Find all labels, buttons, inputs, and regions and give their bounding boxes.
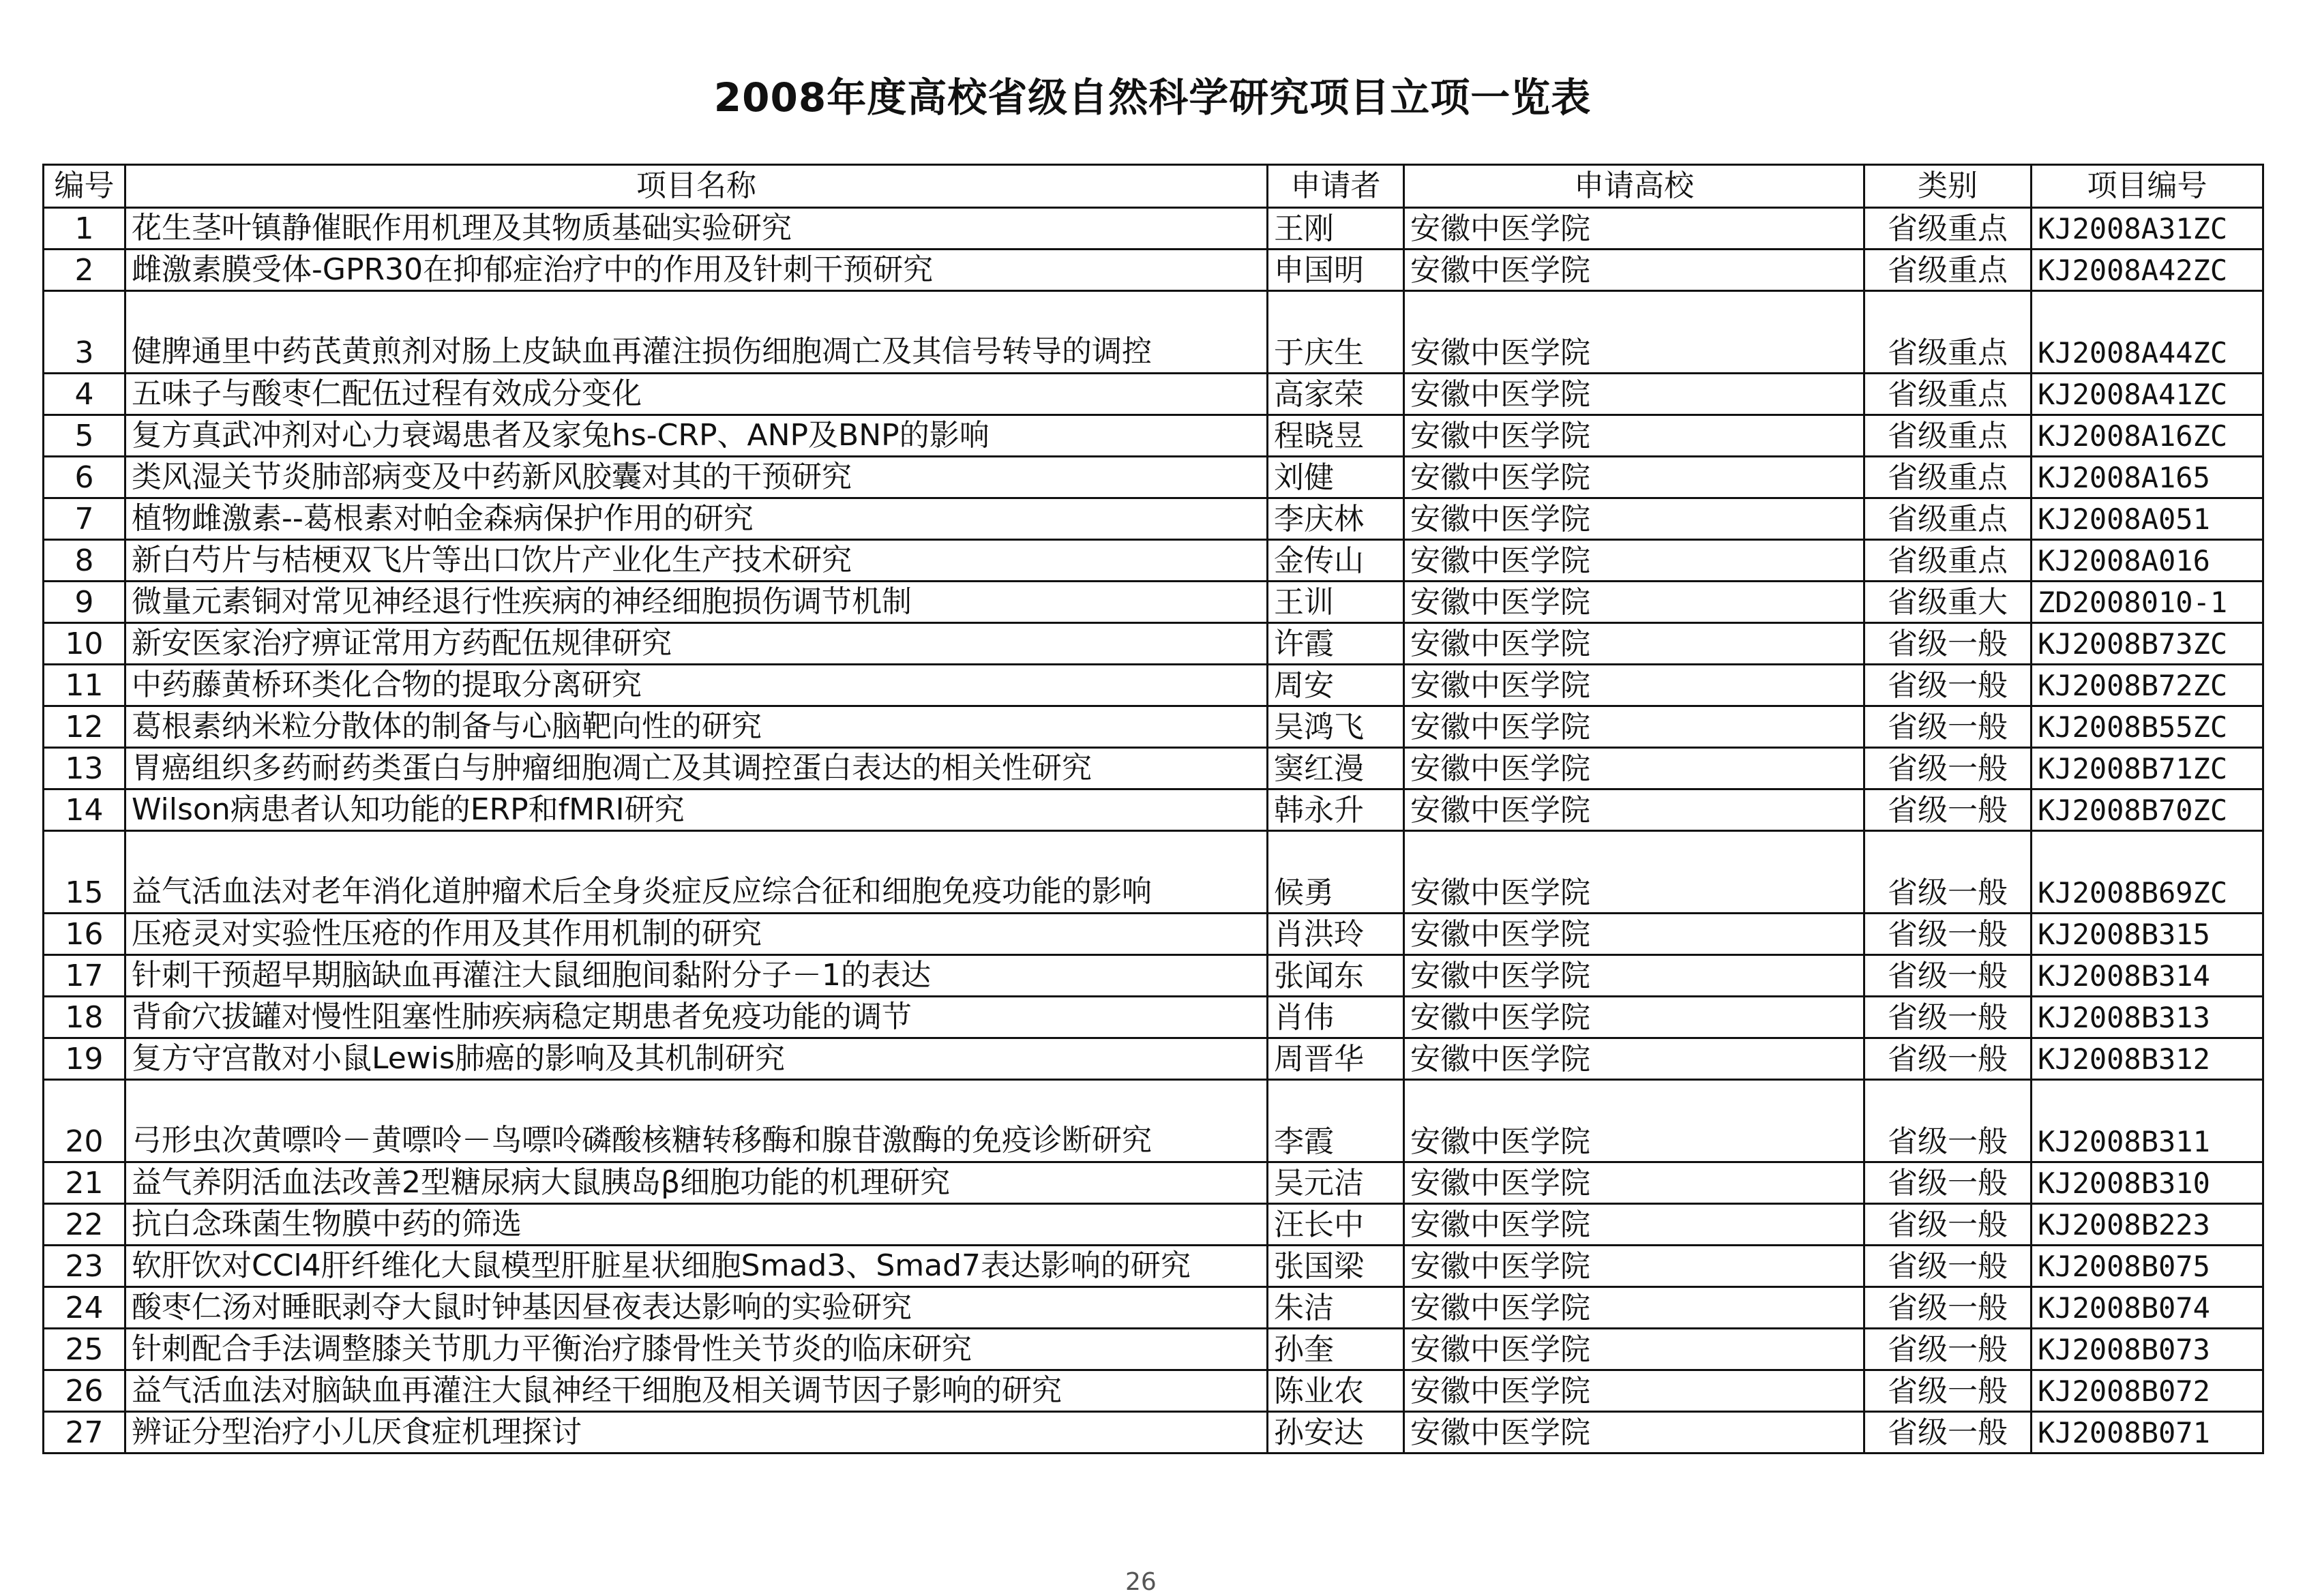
cell-applicant: 吴鸿飞 <box>1268 706 1404 748</box>
cell-category: 省级重点 <box>1864 208 2032 250</box>
cell-no: 6 <box>44 457 125 498</box>
cell-university: 安徽中医学院 <box>1404 623 1864 665</box>
cell-name: 复方守宫散对小鼠Lewis肺癌的影响及其机制研究 <box>125 1038 1268 1080</box>
table-header-row <box>44 165 2263 208</box>
cell-code: KJ2008A42ZC <box>2032 250 2263 291</box>
table-row <box>44 208 2263 250</box>
table-row <box>44 955 2263 997</box>
cell-code: KJ2008B074 <box>2032 1287 2263 1329</box>
cell-applicant: 孙奎 <box>1268 1329 1404 1370</box>
table-row <box>44 457 2263 498</box>
cell-applicant: 肖伟 <box>1268 997 1404 1038</box>
cell-no: 11 <box>44 665 125 706</box>
cell-no: 2 <box>44 250 125 291</box>
table-row <box>44 250 2263 291</box>
cell-code: KJ2008B073 <box>2032 1329 2263 1370</box>
cell-university: 安徽中医学院 <box>1404 1246 1864 1287</box>
cell-applicant: 张国梁 <box>1268 1246 1404 1287</box>
cell-no: 13 <box>44 748 125 789</box>
cell-code: KJ2008A31ZC <box>2032 208 2263 250</box>
cell-category: 省级重点 <box>1864 374 2032 415</box>
cell-no: 18 <box>44 997 125 1038</box>
cell-code: KJ2008B313 <box>2032 997 2263 1038</box>
project-table <box>42 164 2264 1454</box>
cell-university: 安徽中医学院 <box>1404 1080 1864 1162</box>
cell-university: 安徽中医学院 <box>1404 457 1864 498</box>
cell-university: 安徽中医学院 <box>1404 250 1864 291</box>
cell-university: 安徽中医学院 <box>1404 291 1864 374</box>
cell-university: 安徽中医学院 <box>1404 914 1864 955</box>
cell-name: 酸枣仁汤对睡眠剥夺大鼠时钟基因昼夜表达影响的实验研究 <box>125 1287 1268 1329</box>
cell-applicant: 高家荣 <box>1268 374 1404 415</box>
cell-name: 软肝饮对CCl4肝纤维化大鼠模型肝脏星状细胞Smad3、Smad7表达影响的研究 <box>125 1246 1268 1287</box>
table-row <box>44 582 2263 623</box>
cell-name: 复方真武冲剂对心力衰竭患者及家兔hs-CRP、ANP及BNP的影响 <box>125 415 1268 457</box>
table-row <box>44 374 2263 415</box>
cell-name: 健脾通里中药芪黄煎剂对肠上皮缺血再灌注损伤细胞凋亡及其信号转导的调控 <box>125 291 1268 374</box>
cell-code: KJ2008B70ZC <box>2032 789 2263 831</box>
cell-applicant: 王训 <box>1268 582 1404 623</box>
cell-no: 22 <box>44 1204 125 1246</box>
cell-university: 安徽中医学院 <box>1404 831 1864 914</box>
cell-applicant: 肖洪玲 <box>1268 914 1404 955</box>
cell-university: 安徽中医学院 <box>1404 665 1864 706</box>
cell-no: 9 <box>44 582 125 623</box>
cell-category: 省级重点 <box>1864 415 2032 457</box>
cell-category: 省级一般 <box>1864 1038 2032 1080</box>
cell-name: 益气活血法对老年消化道肿瘤术后全身炎症反应综合征和细胞免疫功能的影响 <box>125 831 1268 914</box>
cell-name: 花生茎叶镇静催眠作用机理及其物质基础实验研究 <box>125 208 1268 250</box>
cell-name: Wilson病患者认知功能的ERP和fMRI研究 <box>125 789 1268 831</box>
cell-no: 8 <box>44 540 125 582</box>
cell-code: KJ2008B71ZC <box>2032 748 2263 789</box>
cell-category: 省级一般 <box>1864 1162 2032 1204</box>
cell-applicant: 于庆生 <box>1268 291 1404 374</box>
cell-no: 14 <box>44 789 125 831</box>
cell-code: KJ2008B310 <box>2032 1162 2263 1204</box>
table-row <box>44 1204 2263 1246</box>
cell-university: 安徽中医学院 <box>1404 955 1864 997</box>
cell-name: 胃癌组织多药耐药类蛋白与肿瘤细胞凋亡及其调控蛋白表达的相关性研究 <box>125 748 1268 789</box>
cell-applicant: 金传山 <box>1268 540 1404 582</box>
cell-name: 弓形虫次黄嘌呤－黄嘌呤－鸟嘌呤磷酸核糖转移酶和腺苷激酶的免疫诊断研究 <box>125 1080 1268 1162</box>
page-title: 2008年度高校省级自然科学研究项目立项一览表 <box>713 74 1592 121</box>
cell-category: 省级一般 <box>1864 997 2032 1038</box>
cell-category: 省级一般 <box>1864 748 2032 789</box>
page-number: 26 <box>1125 1568 1157 1596</box>
cell-no: 21 <box>44 1162 125 1204</box>
cell-category: 省级重点 <box>1864 291 2032 374</box>
cell-name: 益气活血法对脑缺血再灌注大鼠神经干细胞及相关调节因子影响的研究 <box>125 1370 1268 1412</box>
cell-applicant: 刘健 <box>1268 457 1404 498</box>
cell-no: 7 <box>44 498 125 540</box>
cell-code: KJ2008B071 <box>2032 1412 2263 1454</box>
cell-applicant: 孙安达 <box>1268 1412 1404 1454</box>
cell-no: 3 <box>44 291 125 374</box>
cell-applicant: 韩永升 <box>1268 789 1404 831</box>
table-row <box>44 623 2263 665</box>
cell-name: 新安医家治疗痹证常用方药配伍规律研究 <box>125 623 1268 665</box>
cell-university: 安徽中医学院 <box>1404 208 1864 250</box>
cell-applicant: 李庆林 <box>1268 498 1404 540</box>
table-row <box>44 997 2263 1038</box>
cell-name: 五味子与酸枣仁配伍过程有效成分变化 <box>125 374 1268 415</box>
cell-applicant: 周安 <box>1268 665 1404 706</box>
table-row <box>44 291 2263 374</box>
cell-no: 25 <box>44 1329 125 1370</box>
cell-no: 12 <box>44 706 125 748</box>
cell-applicant: 朱洁 <box>1268 1287 1404 1329</box>
table-row <box>44 1370 2263 1412</box>
table-row <box>44 1246 2263 1287</box>
table-row <box>44 415 2263 457</box>
cell-no: 4 <box>44 374 125 415</box>
cell-code: KJ2008B314 <box>2032 955 2263 997</box>
cell-code: KJ2008A44ZC <box>2032 291 2263 374</box>
cell-code: KJ2008B072 <box>2032 1370 2263 1412</box>
cell-no: 16 <box>44 914 125 955</box>
cell-university: 安徽中医学院 <box>1404 748 1864 789</box>
table-row <box>44 1162 2263 1204</box>
cell-applicant: 张闻东 <box>1268 955 1404 997</box>
cell-name: 辨证分型治疗小儿厌食症机理探讨 <box>125 1412 1268 1454</box>
cell-university: 安徽中医学院 <box>1404 1162 1864 1204</box>
table-row <box>44 665 2263 706</box>
cell-code: KJ2008B312 <box>2032 1038 2263 1080</box>
cell-university: 安徽中医学院 <box>1404 789 1864 831</box>
cell-name: 背俞穴拔罐对慢性阻塞性肺疾病稳定期患者免疫功能的调节 <box>125 997 1268 1038</box>
cell-category: 省级一般 <box>1864 1412 2032 1454</box>
cell-applicant: 候勇 <box>1268 831 1404 914</box>
cell-name: 中药藤黄桥环类化合物的提取分离研究 <box>125 665 1268 706</box>
cell-category: 省级一般 <box>1864 1204 2032 1246</box>
table-row <box>44 1287 2263 1329</box>
cell-name: 雌激素膜受体-GPR30在抑郁症治疗中的作用及针刺干预研究 <box>125 250 1268 291</box>
cell-code: KJ2008A41ZC <box>2032 374 2263 415</box>
cell-name: 针刺干预超早期脑缺血再灌注大鼠细胞间黏附分子－1的表达 <box>125 955 1268 997</box>
cell-category: 省级一般 <box>1864 665 2032 706</box>
cell-no: 17 <box>44 955 125 997</box>
cell-category: 省级一般 <box>1864 1080 2032 1162</box>
cell-code: KJ2008B72ZC <box>2032 665 2263 706</box>
cell-category: 省级重点 <box>1864 250 2032 291</box>
cell-category: 省级一般 <box>1864 955 2032 997</box>
cell-applicant: 汪长中 <box>1268 1204 1404 1246</box>
header-no: 编号 <box>44 165 125 208</box>
cell-category: 省级一般 <box>1864 1329 2032 1370</box>
cell-no: 24 <box>44 1287 125 1329</box>
cell-no: 15 <box>44 831 125 914</box>
header-university: 申请高校 <box>1404 165 1864 208</box>
cell-category: 省级一般 <box>1864 706 2032 748</box>
cell-university: 安徽中医学院 <box>1404 498 1864 540</box>
cell-category: 省级一般 <box>1864 831 2032 914</box>
cell-category: 省级重点 <box>1864 498 2032 540</box>
cell-code: KJ2008B55ZC <box>2032 706 2263 748</box>
table-row <box>44 1038 2263 1080</box>
cell-university: 安徽中医学院 <box>1404 1412 1864 1454</box>
table-row <box>44 1412 2263 1454</box>
cell-applicant: 窦红漫 <box>1268 748 1404 789</box>
table-row <box>44 1329 2263 1370</box>
cell-code: KJ2008B223 <box>2032 1204 2263 1246</box>
cell-name: 压疮灵对实验性压疮的作用及其作用机制的研究 <box>125 914 1268 955</box>
cell-code: KJ2008A165 <box>2032 457 2263 498</box>
cell-code: KJ2008B73ZC <box>2032 623 2263 665</box>
cell-no: 1 <box>44 208 125 250</box>
table-row <box>44 831 2263 914</box>
cell-no: 23 <box>44 1246 125 1287</box>
cell-university: 安徽中医学院 <box>1404 997 1864 1038</box>
cell-applicant: 陈业农 <box>1268 1370 1404 1412</box>
cell-no: 10 <box>44 623 125 665</box>
header-category: 类别 <box>1864 165 2032 208</box>
cell-no: 26 <box>44 1370 125 1412</box>
cell-code: ZD2008010-1 <box>2032 582 2263 623</box>
cell-university: 安徽中医学院 <box>1404 1038 1864 1080</box>
cell-no: 19 <box>44 1038 125 1080</box>
table-row <box>44 1080 2263 1162</box>
cell-category: 省级一般 <box>1864 914 2032 955</box>
cell-university: 安徽中医学院 <box>1404 1329 1864 1370</box>
cell-category: 省级重点 <box>1864 540 2032 582</box>
cell-applicant: 许霞 <box>1268 623 1404 665</box>
header-code: 项目编号 <box>2032 165 2263 208</box>
cell-code: KJ2008B315 <box>2032 914 2263 955</box>
cell-category: 省级重大 <box>1864 582 2032 623</box>
cell-university: 安徽中医学院 <box>1404 1370 1864 1412</box>
cell-no: 27 <box>44 1412 125 1454</box>
header-applicant: 申请者 <box>1268 165 1404 208</box>
cell-code: KJ2008A16ZC <box>2032 415 2263 457</box>
cell-name: 抗白念珠菌生物膜中药的筛选 <box>125 1204 1268 1246</box>
table-row <box>44 498 2263 540</box>
cell-code: KJ2008A016 <box>2032 540 2263 582</box>
table-row <box>44 540 2263 582</box>
cell-applicant: 申国明 <box>1268 250 1404 291</box>
cell-category: 省级一般 <box>1864 623 2032 665</box>
cell-name: 益气养阴活血法改善2型糖尿病大鼠胰岛β细胞功能的机理研究 <box>125 1162 1268 1204</box>
cell-applicant: 李霞 <box>1268 1080 1404 1162</box>
cell-university: 安徽中医学院 <box>1404 415 1864 457</box>
cell-no: 5 <box>44 415 125 457</box>
cell-code: KJ2008A051 <box>2032 498 2263 540</box>
table-row <box>44 748 2263 789</box>
table-row <box>44 789 2263 831</box>
cell-university: 安徽中医学院 <box>1404 374 1864 415</box>
cell-category: 省级一般 <box>1864 789 2032 831</box>
cell-university: 安徽中医学院 <box>1404 706 1864 748</box>
cell-category: 省级一般 <box>1864 1287 2032 1329</box>
cell-code: KJ2008B69ZC <box>2032 831 2263 914</box>
table-row <box>44 706 2263 748</box>
cell-applicant: 周晋华 <box>1268 1038 1404 1080</box>
cell-category: 省级一般 <box>1864 1246 2032 1287</box>
cell-university: 安徽中医学院 <box>1404 1204 1864 1246</box>
cell-university: 安徽中医学院 <box>1404 1287 1864 1329</box>
cell-code: KJ2008B075 <box>2032 1246 2263 1287</box>
cell-code: KJ2008B311 <box>2032 1080 2263 1162</box>
header-name: 项目名称 <box>125 165 1268 208</box>
cell-name: 新白芍片与桔梗双飞片等出口饮片产业化生产技术研究 <box>125 540 1268 582</box>
cell-name: 微量元素铜对常见神经退行性疾病的神经细胞损伤调节机制 <box>125 582 1268 623</box>
cell-category: 省级重点 <box>1864 457 2032 498</box>
cell-name: 类风湿关节炎肺部病变及中药新风胶囊对其的干预研究 <box>125 457 1268 498</box>
cell-no: 20 <box>44 1080 125 1162</box>
cell-name: 葛根素纳米粒分散体的制备与心脑靶向性的研究 <box>125 706 1268 748</box>
table-row <box>44 914 2263 955</box>
cell-applicant: 吴元洁 <box>1268 1162 1404 1204</box>
cell-university: 安徽中医学院 <box>1404 540 1864 582</box>
cell-applicant: 王刚 <box>1268 208 1404 250</box>
cell-category: 省级一般 <box>1864 1370 2032 1412</box>
cell-university: 安徽中医学院 <box>1404 582 1864 623</box>
cell-applicant: 程晓昱 <box>1268 415 1404 457</box>
cell-name: 针刺配合手法调整膝关节肌力平衡治疗膝骨性关节炎的临床研究 <box>125 1329 1268 1370</box>
cell-name: 植物雌激素--葛根素对帕金森病保护作用的研究 <box>125 498 1268 540</box>
